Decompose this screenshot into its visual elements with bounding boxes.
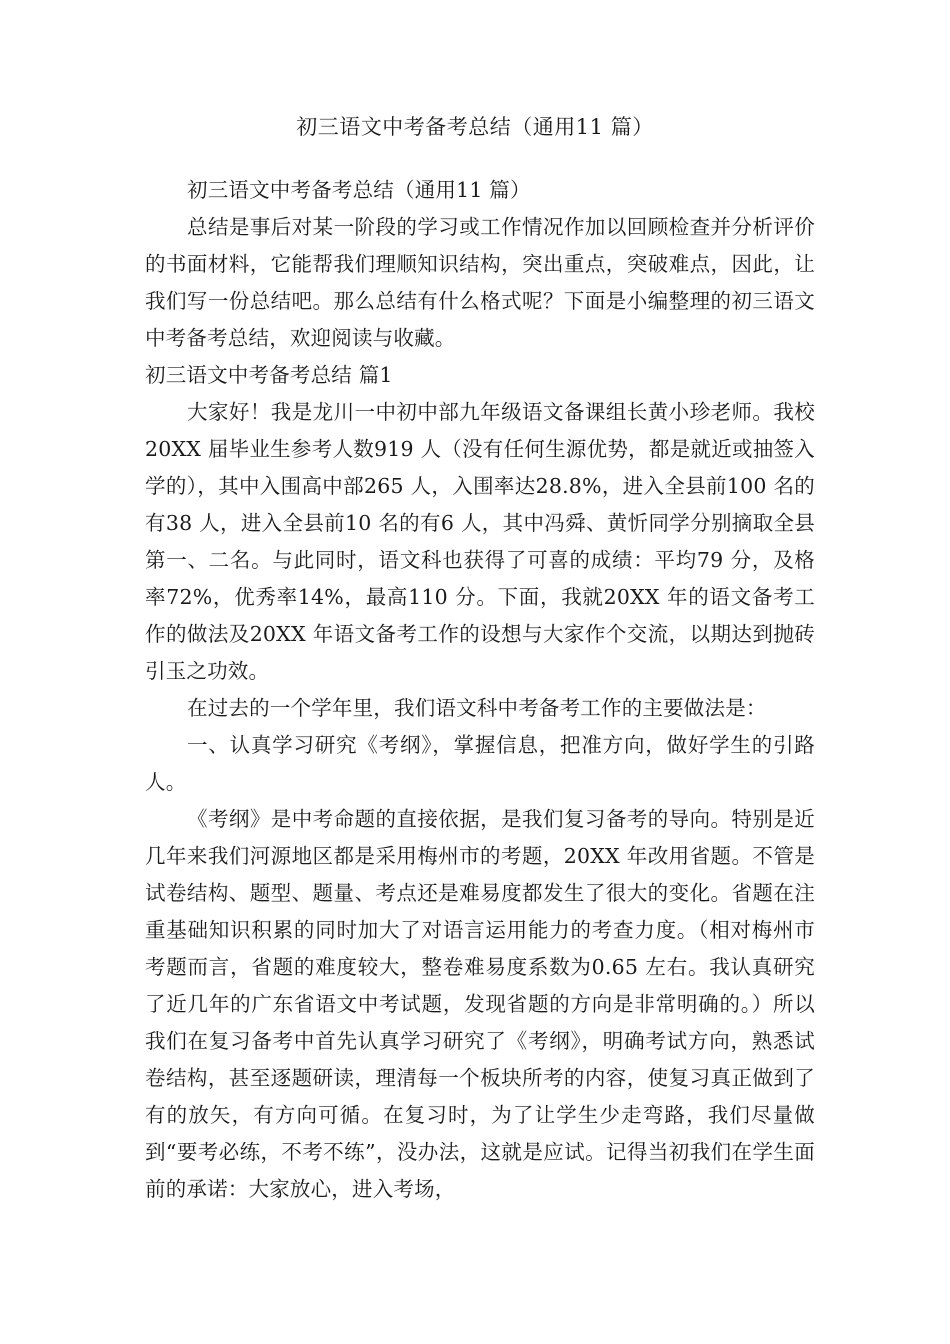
intro-paragraph: 总结是事后对某一阶段的学习或工作情况作加以回顾检查并分析评价的书面材料，它能帮我们理顺知识结构，突出重点，突破难点，因此，让我们写一份总结吧。那么总结有什么格式呢？下面是小编整理的初三语文中考备考总结，欢迎阅读与收藏。: [145, 215, 815, 350]
body-paragraph: 《考纲》是中考命题的直接依据，是我们复习备考的导向。特别是近几年来我们河源地区都是采用梅州市的考题，20XX 年改用省题。不管是试卷结构、题型、题量、考点还是难易度都发生了很大的变化。省题在注重基础知识积累的同时加大了对语言运用能力的考查力度。（相对梅州市考题而言，省题的难度较大，整卷难易度系数为0.65 左右。我认真研究了近几年的广东省语文中考试题，发现省题的方向是非常明确的。）所以我们在复习备考中首先认真学习研究了《考纲》，明确考试方向，熟悉试卷结构，甚至逐题研读，理清每一个板块所考的内容，使复习真正做到了有的放矢，有方向可循。在复习时，为了让学生少走弯路，我们尽量做到“要考必练，不考不练”，没办法，这就是应试。记得当初我们在学生面前的承诺：大家放心，进入考场，: [145, 807, 815, 1201]
document-title: 初三语文中考备考总结（通用11 篇）: [296, 115, 654, 139]
point-heading: 一、认真学习研究《考纲》，掌握信息，把准方向，做好学生的引路人。: [145, 733, 815, 794]
document-body: [145, 172, 815, 1208]
body-paragraph: 在过去的一个学年里，我们语文科中考备考工作的主要做法是：: [187, 696, 767, 720]
body-paragraph: 大家好！我是龙川一中初中部九年级语文备课组长黄小珍老师。我校20XX 届毕业生参考人数919 人（没有任何生源优势，都是就近或抽签入学的），其中入围高中部265 人，入围率达28.8%，进入全县前100 名的有38 人，进入全县前10 名的有6 人，其中冯舜、黄忻同学分别摘取全县第一、二名。与此同时，语文科也获得了可喜的成绩：平均79 分，及格率72%，优秀率14%，最高110 分。下面，我就20XX 年的语文备考工作的做法及20XX 年语文备考工作的设想与大家作个交流，以期达到抛砖引玉之功效。: [145, 400, 815, 683]
subtitle-paragraph: 初三语文中考备考总结（通用11 篇）: [187, 178, 531, 202]
section-heading: 初三语文中考备考总结 篇1: [145, 363, 393, 387]
